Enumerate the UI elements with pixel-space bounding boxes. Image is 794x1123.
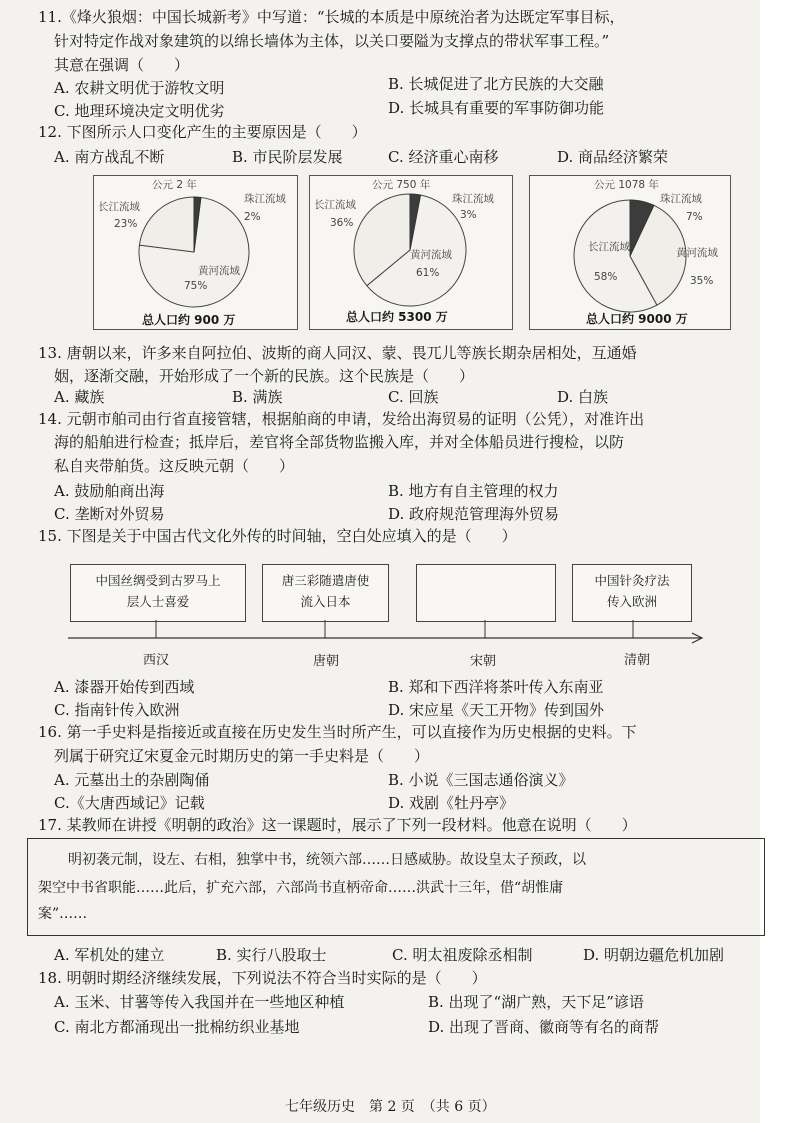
q13-line2: 姻，逐渐交融，开始形成了一个新的民族。这个民族是（ ） (54, 367, 475, 385)
timeline-axis (60, 618, 710, 648)
material-line: 架空中书省职能……此后，扩充六部，六部尚书直柄帝命……洪武十三年，借“胡惟庸 (38, 880, 564, 896)
q14-line2: 海的船舶进行检查；抵岸后，差官将全部货物监搬入库，并对全体船员进行搜检，以防 (54, 433, 625, 451)
q13-option-a: A. 藏族 (54, 388, 105, 406)
q16-option-a: A. 元墓出土的杂剧陶俑 (54, 771, 210, 789)
q18-option-d: D. 出现了晋商、徽商等有名的商帮 (428, 1018, 660, 1036)
pie-chart-1 (94, 176, 297, 329)
pie-pct-zhujiang: 7% (686, 211, 703, 223)
pie-chart-panel-2 (309, 175, 513, 330)
pie-title: 公元 2 年 (152, 179, 197, 191)
timeline-box-text: 传入欧洲 (606, 594, 657, 609)
timeline-label-xihan: 西汉 (143, 653, 170, 668)
q17-material-box (27, 838, 765, 936)
q13-option-d: D. 白族 (557, 388, 609, 406)
timeline-box-xihan (70, 564, 246, 622)
pie-pct-changjiang: 36% (330, 217, 354, 229)
timeline-box-text: 唐三彩随遣唐使 (281, 573, 370, 588)
timeline-label-tang: 唐朝 (313, 654, 340, 669)
pie-title: 公元 750 年 (372, 179, 431, 191)
pie-chart-2 (310, 176, 512, 329)
q14-line3: 私自夹带舶货。这反映元朝（ ） (54, 457, 295, 475)
q11-option-a: A. 农耕文明优于游牧文明 (54, 79, 225, 97)
pie-label-huanghe: 黄河流域 (410, 249, 452, 261)
pie-pct-changjiang: 58% (594, 271, 618, 283)
q11-option-d: D. 长城具有重要的军事防御功能 (388, 99, 605, 117)
q16-line2: 列属于研究辽宋夏金元时期历史的第一手史料是（ ） (54, 747, 430, 765)
q12-option-a: A. 南方战乱不断 (54, 148, 165, 166)
timeline-box-text: 层人士喜爱 (126, 594, 190, 609)
q17-option-c: C. 明太祖废除丞相制 (392, 946, 533, 964)
pie-pct-changjiang: 23% (114, 218, 138, 230)
q16-option-d: D. 戏剧《牡丹亭》 (388, 794, 515, 812)
pie-pct-zhujiang: 2% (244, 211, 261, 223)
q17-option-d: D. 明朝边疆危机加剧 (583, 946, 725, 964)
q17-option-a: A. 军机处的建立 (54, 946, 165, 964)
pie-pct-huanghe: 35% (690, 275, 714, 287)
pie-chart-panel-3 (529, 175, 731, 330)
timeline-box-text: 中国丝绸受到古罗马上 (95, 573, 221, 588)
pie-pct-zhujiang: 3% (460, 209, 477, 221)
page-footer: 七年级历史 第 2 页 （共 6 页） (285, 1099, 496, 1115)
pie-total: 总人口约 5300 万 (346, 310, 448, 324)
q18-option-b: B. 出现了“湖广熟，天下足”谚语 (428, 993, 644, 1011)
timeline-box-text: 流入日本 (300, 594, 351, 609)
pie-chart-3 (530, 176, 730, 329)
q13-option-b: B. 满族 (232, 388, 283, 406)
q17-stem: 17. 某教师在讲授《明朝的政治》这一课题时，展示了下列一段材料。他意在说明（ ） (38, 816, 637, 834)
pie-slice-changjiang (139, 197, 194, 252)
pie-label-changjiang: 长江流域 (98, 201, 140, 213)
q14-line1: 14. 元朝市舶司由行省直接管辖，根据舶商的申请，发给出海贸易的证明（公凭），对准许出 (38, 410, 645, 428)
q15-stem: 15. 下图是关于中国古代文化外传的时间轴，空白处应填入的是（ ） (38, 527, 517, 545)
pie-label-zhujiang: 珠江流域 (244, 193, 286, 205)
q17-option-b: B. 实行八股取士 (216, 946, 327, 964)
pie-label-huanghe: 黄河流域 (676, 247, 718, 259)
page-margin (760, 0, 794, 1123)
pie-pct-huanghe: 61% (416, 267, 440, 279)
q13-line1: 13. 唐朝以来，许多来自阿拉伯、波斯的商人同汉、蒙、畏兀儿等族长期杂居相处，互通婚 (38, 344, 637, 362)
timeline-box-song-blank (416, 564, 556, 622)
timeline-label-qing: 清朝 (624, 653, 651, 668)
q15-option-c: C. 指南针传入欧洲 (54, 701, 180, 719)
q16-option-c: C.《大唐西域记》记载 (54, 794, 205, 812)
pie-total: 总人口约 900 万 (142, 313, 236, 327)
timeline-label-song: 宋朝 (470, 654, 497, 669)
q11-line2: 针对特定作战对象建筑的以绵长墙体为主体，以关口要隘为支撑点的带状军事工程。” (54, 32, 610, 50)
material-line: 明初袭元制，设左、右相，独掌中书，统领六部……日感威胁。故设皇太子预政，以 (68, 852, 586, 868)
pie-label-zhujiang: 珠江流域 (452, 193, 494, 205)
q15-option-a: A. 漆器开始传到西域 (54, 678, 195, 696)
timeline-box-tang (262, 564, 389, 622)
pie-label-zhujiang: 珠江流域 (660, 193, 702, 205)
q12-option-b: B. 市民阶层发展 (232, 148, 343, 166)
q15-option-b: B. 郑和下西洋将茶叶传入东南亚 (388, 678, 604, 696)
q18-option-a: A. 玉米、甘薯等传入我国并在一些地区种植 (54, 993, 345, 1011)
q11-option-b: B. 长城促进了北方民族的大交融 (388, 75, 604, 93)
pie-label-huanghe: 黄河流域 (198, 265, 240, 277)
pie-label-changjiang: 长江流域 (588, 241, 630, 253)
pie-chart-panel-1 (93, 175, 298, 330)
q18-stem: 18. 明朝时期经济继续发展，下列说法不符合当时实际的是（ ） (38, 969, 487, 987)
pie-label-changjiang: 长江流域 (314, 199, 356, 211)
timeline-box-text: 中国针灸疗法 (594, 573, 670, 588)
q18-option-c: C. 南北方都涌现出一批棉纺织业基地 (54, 1018, 300, 1036)
pie-title: 公元 1078 年 (594, 179, 659, 191)
q11-option-c: C. 地理环境决定文明优劣 (54, 102, 225, 120)
pie-total: 总人口约 9000 万 (586, 312, 688, 326)
q14-option-a: A. 鼓励舶商出海 (54, 482, 165, 500)
q12-stem: 12. 下图所示人口变化产生的主要原因是（ ） (38, 123, 367, 141)
q12-option-c: C. 经济重心南移 (388, 148, 499, 166)
pie-pct-huanghe: 75% (184, 280, 208, 292)
q11-line1: 11.《烽火狼烟：中国长城新考》中写道：“长城的本质是中原统治者为达既定军事目标， (38, 8, 625, 26)
q11-line3: 其意在强调（ ） (54, 56, 190, 74)
timeline-box-qing (572, 564, 692, 622)
q16-option-b: B. 小说《三国志通俗演义》 (388, 771, 574, 789)
q14-option-c: C. 垄断对外贸易 (54, 505, 165, 523)
q12-option-d: D. 商品经济繁荣 (557, 148, 669, 166)
q13-option-c: C. 回族 (388, 388, 439, 406)
q16-line1: 16. 第一手史料是指接近或直接在历史发生当时所产生，可以直接作为历史根据的史料。下 (38, 723, 637, 741)
q14-option-d: D. 政府规范管理海外贸易 (388, 505, 560, 523)
q14-option-b: B. 地方有自主管理的权力 (388, 482, 559, 500)
material-line: 案”…… (38, 906, 88, 922)
q15-option-d: D. 宋应星《天工开物》传到国外 (388, 701, 605, 719)
